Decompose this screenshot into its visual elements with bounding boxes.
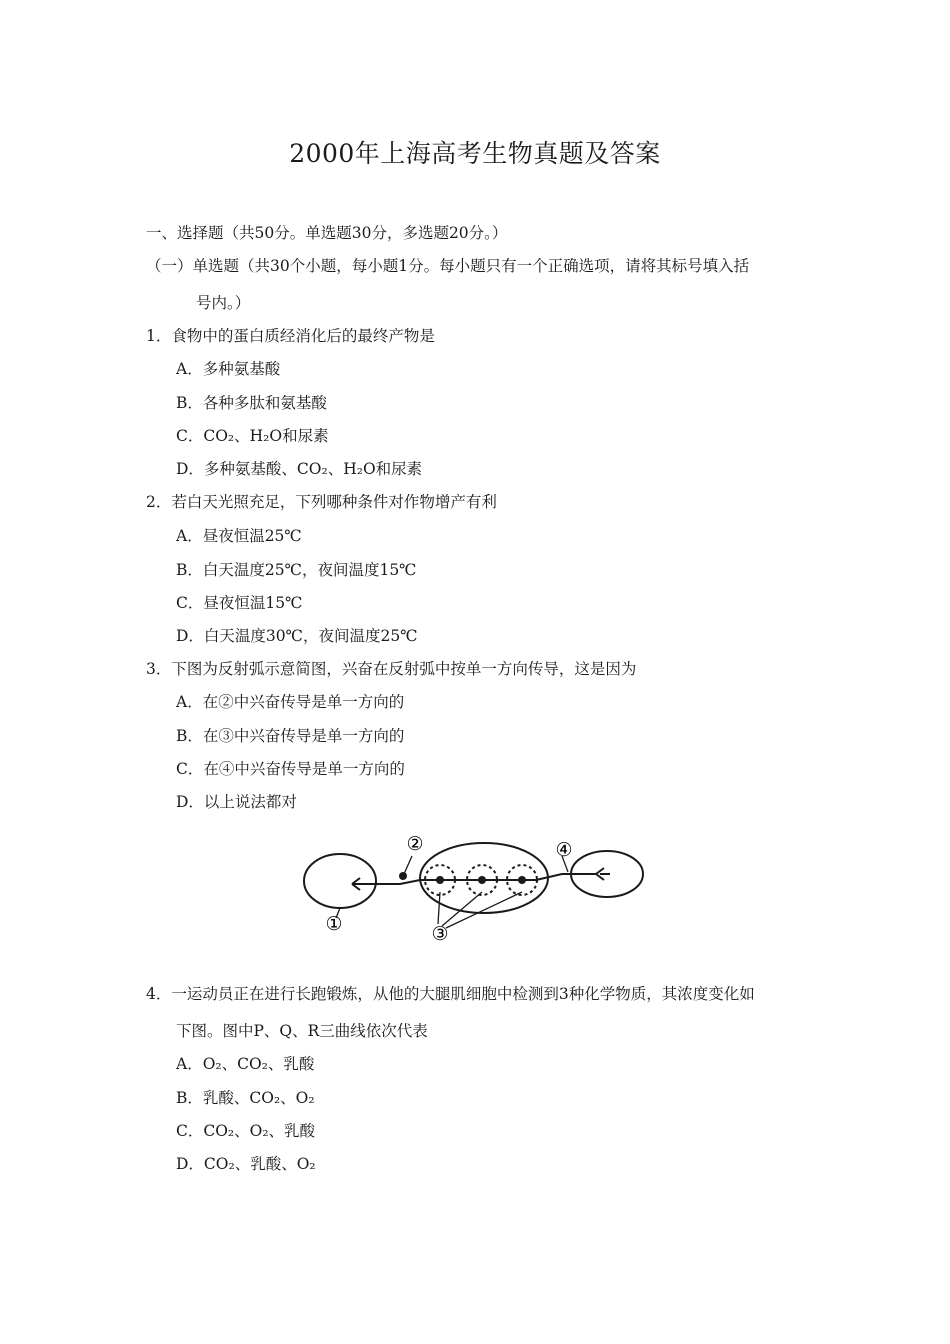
question-4-stem-line2: 下图。图中P、Q、R三曲线依次代表 [176,1022,428,1040]
question-3-option-a: A．在②中兴奋传导是单一方向的 [176,693,405,711]
question-2-stem: 2．若白天光照充足，下列哪种条件对作物增产有利 [146,493,497,511]
question-1-option-b: B．各种多肽和氨基酸 [176,394,327,412]
question-4-option-b: B．乳酸、CO₂、O₂ [176,1089,315,1107]
question-2-option-b: B．白天温度25℃，夜间温度15℃ [176,561,417,579]
reflex-arc-diagram [300,826,650,946]
afferent-nerve [352,880,440,884]
question-1-option-d: D．多种氨基酸、CO₂、H₂O和尿素 [176,460,423,478]
question-1-stem: 1．食物中的蛋白质经消化后的最终产物是 [146,327,435,345]
question-4-option-d: D．CO₂、乳酸、O₂ [176,1155,316,1173]
question-2-option-a: A．昼夜恒温25℃ [176,527,302,545]
question-4-option-a: A．O₂、CO₂、乳酸 [176,1055,315,1073]
question-4-option-c: C．CO₂、O₂、乳酸 [176,1122,316,1140]
question-3-option-b: B．在③中兴奋传导是单一方向的 [176,727,405,745]
question-2-option-d: D．白天温度30℃，夜间温度25℃ [176,627,418,645]
subsection-heading-line2: 号内。） [196,294,251,312]
question-3-stem: 3．下图为反射弧示意简图，兴奋在反射弧中按单一方向传导，这是因为 [146,660,637,678]
subsection-heading-line1: （一）单选题（共30个小题，每小题1分。每小题只有一个正确选项，请将其标号填入括 [146,257,750,275]
question-1-option-a: A．多种氨基酸 [176,360,281,378]
label-1: ① [325,913,343,935]
efferent-nerve [536,874,596,880]
question-2-option-c: C．昼夜恒温15℃ [176,594,303,612]
page-title: 2000年上海高考生物真题及答案 [289,139,661,168]
receptor-ellipse [304,854,376,908]
question-1-option-c: C．CO₂、H₂O和尿素 [176,427,329,445]
section-heading: 一、选择题（共50分。单选题30分，多选题20分。） [146,224,508,242]
label-4: ④ [555,839,573,861]
question-3-option-c: C．在④中兴奋传导是单一方向的 [176,760,405,778]
label-2: ② [406,833,424,855]
label-3: ③ [431,923,449,945]
question-4-stem: 4．一运动员正在进行长跑锻炼，从他的大腿肌细胞中检测到3种化学物质，其浓度变化如 [146,985,755,1003]
ganglion [399,872,407,880]
question-3-option-d: D．以上说法都对 [176,793,297,811]
